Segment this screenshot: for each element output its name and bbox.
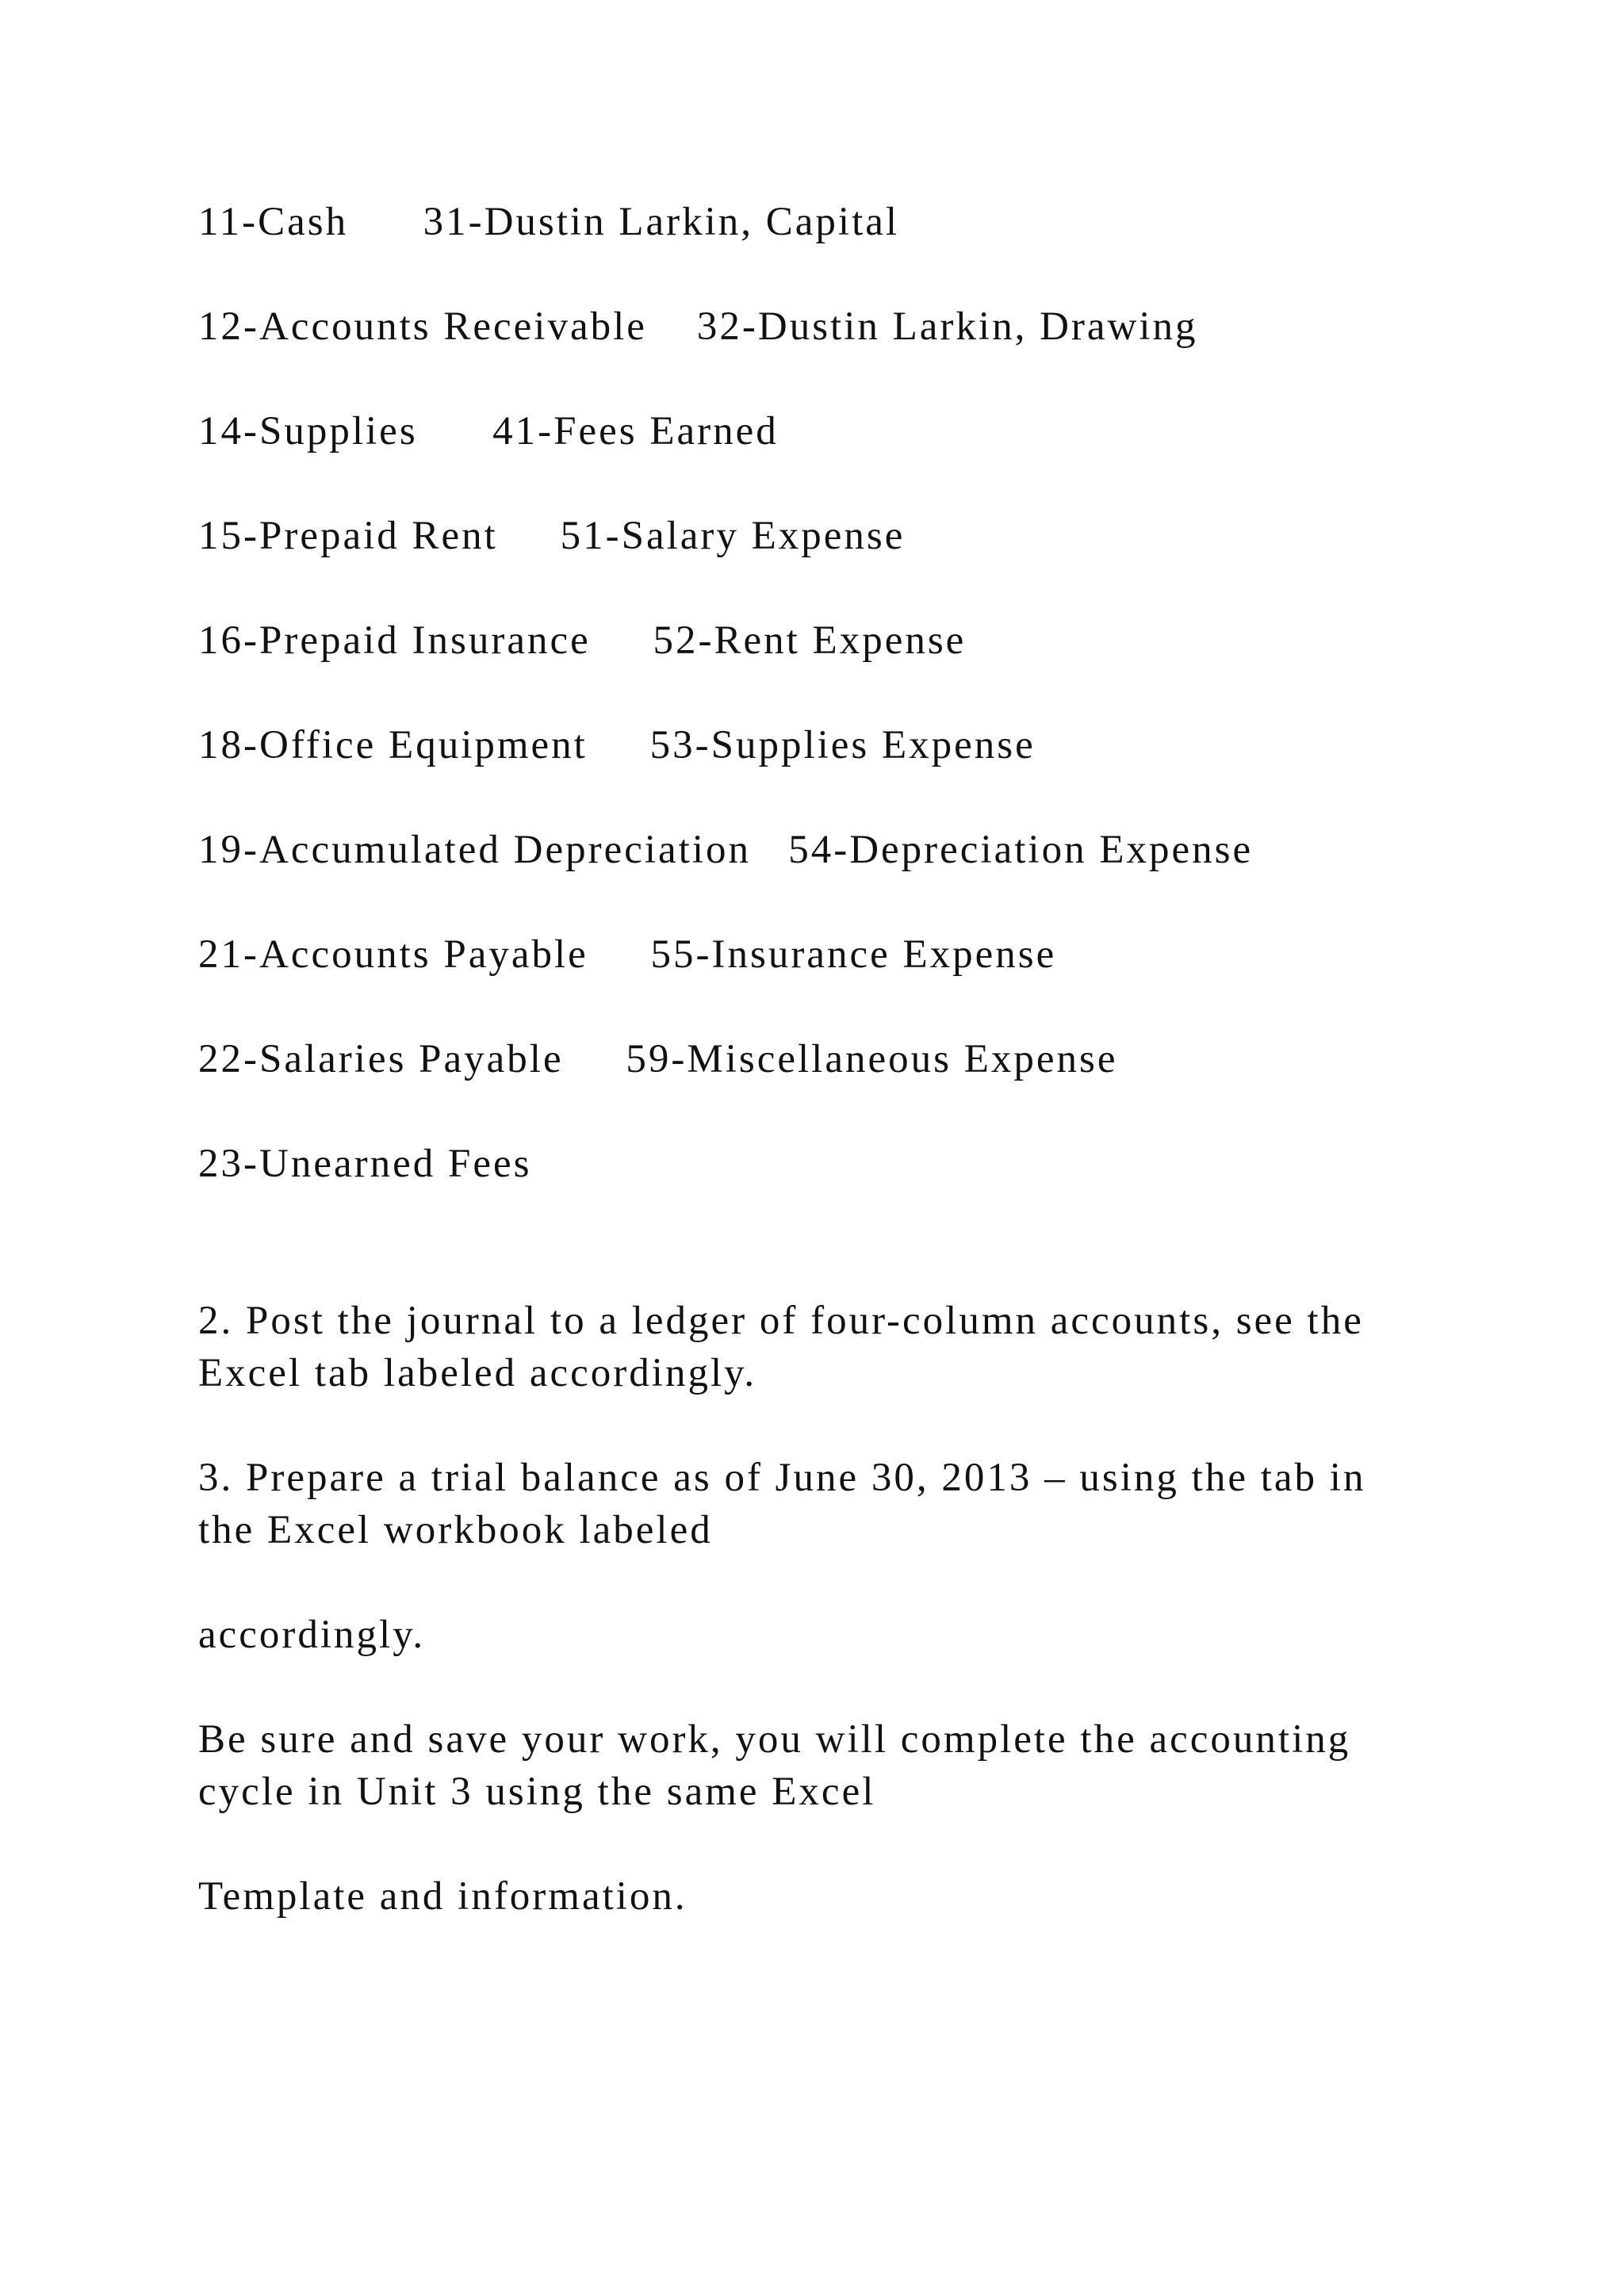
step-3-line-1: 3. Prepare a trial balance as of June 30, 2013 – using the tab in <box>198 1456 1366 1500</box>
account-line-cash-capital: 11-Cash 31-Dustin Larkin, Capital <box>198 200 900 244</box>
account-line-supplies-fees: 14-Supplies 41-Fees Earned <box>198 409 779 453</box>
account-line-equipment-supplies: 18-Office Equipment 53-Supplies Expense <box>198 723 1036 767</box>
save-note-line-2: cycle in Unit 3 using the same Excel <box>198 1770 876 1814</box>
account-line-insurance-rent: 16-Prepaid Insurance 52-Rent Expense <box>198 618 967 663</box>
step-2-line-2: Excel tab labeled accordingly. <box>198 1351 757 1395</box>
step-2-line-1: 2. Post the journal to a ledger of four-column accounts, see the <box>198 1299 1364 1343</box>
account-line-depreciation: 19-Accumulated Depreciation 54-Depreciation Expense <box>198 828 1254 872</box>
account-line-rent-salary: 15-Prepaid Rent 51-Salary Expense <box>198 514 906 558</box>
account-line-salaries-misc: 22-Salaries Payable 59-Miscellaneous Expense <box>198 1037 1118 1081</box>
account-line-payable-insurance: 21-Accounts Payable 55-Insurance Expense <box>198 932 1057 977</box>
instruction-step-3 <box>198 1452 1435 1556</box>
account-line-receivable-drawing: 12-Accounts Receivable 32-Dustin Larkin, Drawing <box>198 304 1198 349</box>
save-note-continuation: Template and information. <box>198 1874 688 1919</box>
save-note <box>198 1713 1435 1818</box>
account-line-unearned-fees: 23-Unearned Fees <box>198 1142 532 1186</box>
save-note-line-1: Be sure and save your work, you will complete the accounting <box>198 1717 1351 1762</box>
step-3-line-2: the Excel workbook labeled <box>198 1508 713 1552</box>
step-3-continuation: accordingly. <box>198 1613 426 1657</box>
instruction-step-2 <box>198 1295 1435 1399</box>
